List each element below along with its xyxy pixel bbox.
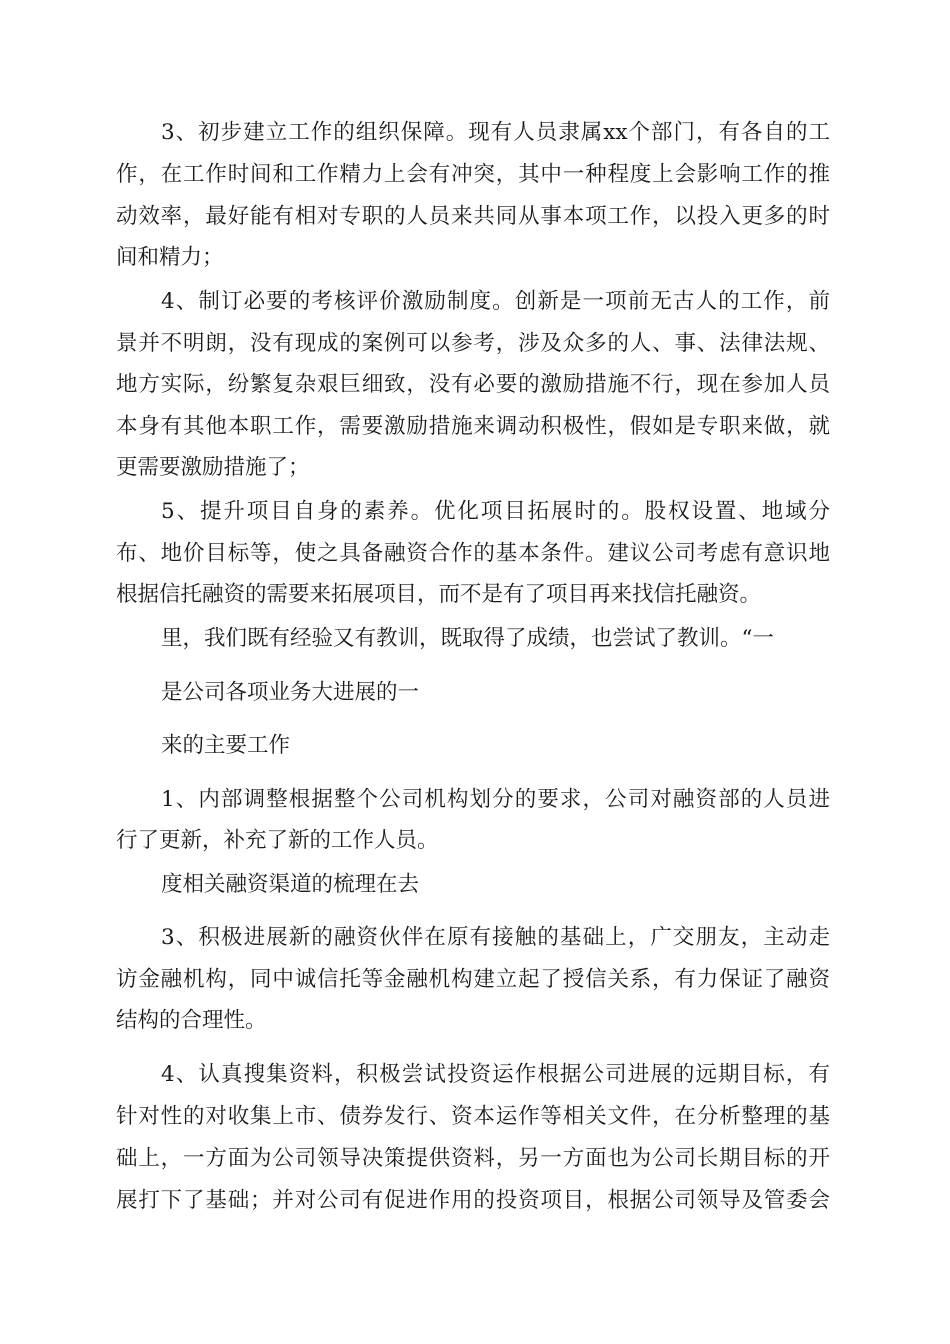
text-line: 3、初步建立工作的组织保障。现有人员隶属xx个部门，有各自的工 — [161, 120, 830, 145]
text-line: 本身有其他本职工作，需要激励措施来调动积极性，假如是专职来做，就 — [116, 414, 830, 439]
text-line: 行了更新，补充了新的工作人员。 — [116, 828, 439, 853]
text-line: 动效率，最好能有相对专职的人员来共同从事本项工作，以投入更多的时 — [116, 204, 830, 229]
text-line: 景并不明朗，没有现成的案例可以参考，涉及众多的人、事、法律法规、 — [116, 331, 830, 356]
text-line: 1、内部调整根据整个公司机构划分的要求，公司对融资部的人员进 — [161, 787, 830, 812]
text-line: 布、地价目标等，使之具备融资合作的基本条件。建议公司考虑有意识地 — [116, 541, 830, 566]
text-line: 5、提升项目自身的素养。优化项目拓展时的。股权设置、地域分 — [161, 499, 830, 524]
paragraph-business-progress: 是公司各项业务大进展的一 — [161, 680, 420, 705]
text-line: 展打下了基础；并对公司有促进作用的投资项目，根据公司领导及管委会 — [116, 1188, 830, 1213]
text-line: 作，在工作时间和工作精力上会有冲突，其中一种程度上会影响工作的推 — [116, 162, 830, 187]
text-line: 3、积极进展新的融资伙伴在原有接触的基础上，广交朋友，主动走 — [161, 925, 830, 950]
text-line: 针对性的对收集上市、债券发行、资本运作等相关文件，在分析整理的基 — [116, 1104, 830, 1129]
text-line: 间和精力； — [116, 245, 224, 270]
paragraph-lessons-learned: 里，我们既有经验又有教训，既取得了成绩，也尝试了教训。“一 — [161, 626, 774, 651]
text-line: 结构的合理性。 — [116, 1008, 267, 1033]
paragraph-main-work: 来的主要工作 — [161, 733, 291, 758]
paragraph-financing-channels: 度相关融资渠道的梳理在去 — [161, 872, 420, 897]
text-line: 访金融机构，同中诚信托等金融机构建立起了授信关系，有力保证了融资 — [116, 967, 830, 992]
text-line: 4、认真搜集资料，积极尝试投资运作根据公司进展的远期目标，有 — [161, 1062, 830, 1087]
text-line: 更需要激励措施了； — [116, 455, 310, 480]
text-line: 地方实际，纷繁复杂艰巨细致，没有必要的激励措施不行，现在参加人员 — [116, 372, 830, 397]
text-line: 根据信托融资的需要来拓展项目，而不是有了项目再来找信托融资。 — [116, 582, 762, 607]
text-line: 4、制订必要的考核评价激励制度。创新是一项前无古人的工作，前 — [161, 289, 830, 314]
text-line: 础上，一方面为公司领导决策提供资料，另一方面也为公司长期目标的开 — [116, 1146, 830, 1171]
